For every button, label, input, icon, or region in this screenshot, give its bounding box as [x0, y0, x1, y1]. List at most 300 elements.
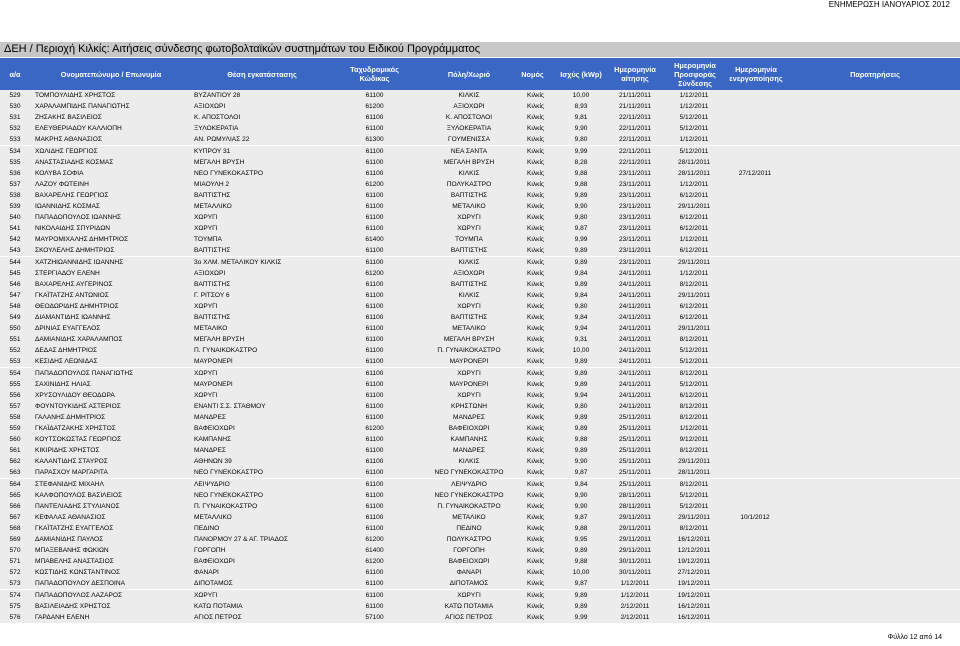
table-row [0, 523, 960, 534]
cell-nomos: Κιλκίς [527, 402, 545, 410]
cell-kwp: 9,89 [574, 280, 588, 288]
cell-kwp: 9,89 [574, 602, 588, 610]
cell-town: ΛΕΙΨΥΔΡΙΟ [451, 480, 487, 488]
cell-aa: 561 [9, 447, 21, 455]
cell-tk: 61100 [365, 114, 384, 122]
cell-nomos: Κιλκίς [527, 502, 545, 510]
cell-nomos: Κιλκίς [527, 347, 545, 355]
cell-energ [725, 90, 785, 101]
cell-sund: 29/11/2011 [677, 458, 711, 466]
cell-aa: 536 [9, 169, 21, 177]
cell-town: ΑΓΙΟΣ ΠΕΤΡΟΣ [445, 613, 493, 621]
cell-sund: 8/12/2011 [679, 524, 709, 532]
cell-pos: ΓΟΡΓΟΠΗ [194, 547, 226, 555]
cell-aa: 559 [9, 425, 21, 432]
title-bar [0, 42, 960, 57]
cell-town: ΞΥΛΟΚΕΡΑΤΙΑ [446, 125, 492, 133]
cell-name: ΙΩΑΝΝΙΔΗΣ ΚΟΣΜΑΣ [35, 203, 100, 210]
cell-aitd: 23/11/2011 [618, 236, 652, 244]
page-header: ΕΝΗΜΕΡΩΣΗ ΙΑΝΟΥΑΡΙΟΣ 2012 [828, 0, 950, 9]
cell-town: ΚΙΛΚΙΣ [458, 291, 480, 299]
cell-name: ΧΑΡΑΛΑΜΠΙΔΗΣ ΠΑΝΑΓΙΩΤΗΣ [35, 103, 130, 111]
col-header-application-date: Ημερομηνία αίτησης [614, 65, 656, 83]
cell-energ [725, 223, 785, 234]
cell-aa: 538 [9, 191, 21, 199]
cell-name: ΠΑΠΑΔΟΠΟΥΛΟΣ ΛΑΖΑΡΟΣ [35, 591, 123, 599]
cell-pos: Π. ΓΥΝΑΙΚΟΚΑΣΤΡΟ [194, 502, 258, 510]
cell-tk: 61100 [365, 92, 384, 99]
cell-energ [725, 334, 785, 345]
cell-aitd: 25/11/2011 [618, 413, 652, 421]
cell-energ [725, 390, 785, 401]
table-row [0, 567, 960, 578]
cell-kwp: 8,28 [574, 158, 588, 166]
cell-town: Κ. ΑΠΟΣΤΟΛΟΙ [445, 114, 493, 122]
cell-aa: 554 [9, 369, 21, 377]
cell-kwp: 9,99 [574, 613, 588, 621]
cell-nomos: Κιλκίς [527, 114, 545, 122]
cell-energ [725, 323, 785, 334]
cell-aitd: 24/11/2011 [618, 358, 652, 366]
cell-aitd: 25/11/2011 [618, 425, 652, 432]
cell-energ [725, 434, 785, 445]
cell-aitd: 22/11/2011 [618, 136, 652, 144]
cell-kwp: 9,88 [574, 558, 588, 566]
cell-town: ΠΟΛΥΚΑΣΤΡΟ [446, 536, 492, 543]
cell-sund: 6/12/2011 [679, 302, 709, 310]
cell-nomos: Κιλκίς [527, 169, 545, 177]
cell-nomos: Κιλκίς [527, 580, 545, 588]
cell-aa: 546 [9, 280, 21, 288]
cell-tk: 61100 [365, 347, 384, 355]
cell-name: ΘΕΟΔΩΡΙΔΗΣ ΔΗΜΗΤΡΙΟΣ [35, 302, 119, 310]
cell-kwp: 9,80 [574, 136, 588, 144]
cell-town: Π. ΓΥΝΑΙΚΟΚΑΣΤΡΟ [437, 347, 501, 355]
cell-energ [725, 146, 785, 157]
cell-tk: 61200 [365, 425, 384, 432]
cell-sund: 28/11/2011 [677, 469, 711, 477]
table-row [0, 301, 960, 312]
cell-pos: ΧΩΡΥΓΙ [194, 369, 218, 377]
cell-nomos: Κιλκίς [527, 336, 545, 344]
cell-town: ΧΩΡΥΓΙ [457, 591, 481, 599]
cell-sund: 28/11/2011 [677, 158, 711, 166]
cell-sund: 5/12/2011 [679, 125, 709, 133]
cell-pos: ΛΕΙΨΥΔΡΙΟ [194, 480, 230, 488]
table-row [0, 312, 960, 323]
cell-aitd: 24/11/2011 [618, 314, 652, 321]
cell-town: ΜΕΤΑΛΙΚΟ [452, 325, 486, 333]
page-title: ΔΕΗ / Περιοχή Κιλκίς: Αιτήσεις σύνδεσης φωτοβολταϊκών συστημάτων του Ειδικού Προγράμματος [4, 43, 481, 55]
cell-energ [725, 157, 785, 168]
cell-energ [725, 456, 785, 467]
cell-sund: 8/12/2011 [679, 369, 709, 377]
table-row [0, 456, 960, 467]
cell-tk: 61300 [365, 136, 384, 144]
cell-tk: 61100 [365, 158, 384, 166]
cell-pos: ΧΩΡΥΓΙ [194, 225, 218, 233]
table-row [0, 212, 960, 223]
cell-name: ΚΑΛΦΟΠΟΥΛΟΣ ΒΑΣΙΛΕΙΟΣ [35, 491, 123, 499]
cell-kwp: 9,89 [574, 413, 588, 421]
table-row [0, 112, 960, 123]
cell-aa: 543 [9, 247, 21, 255]
cell-name: ΒΑΧΑΡΕΛΗΣ ΑΥΓΕΡΙΝΟΣ [35, 280, 113, 288]
cell-name: ΑΝΑΣΤΑΣΙΑΔΗΣ ΚΟΣΜΑΣ [35, 158, 114, 166]
cell-name: ΣΤΕΦΑΝΙΔΗΣ ΜΙΧΑΗΛ [35, 480, 104, 488]
cell-town: ΜΑΝΔΡΕΣ [453, 447, 485, 455]
cell-kwp: 9,88 [574, 436, 588, 444]
col-header-notes: Παρατηρήσεις [850, 69, 900, 79]
cell-energ [725, 190, 785, 201]
cell-nomos: Κιλκίς [527, 413, 545, 421]
cell-kwp: 9,88 [574, 524, 588, 532]
cell-kwp: 9,84 [574, 480, 588, 488]
cell-kwp: 9,88 [574, 180, 588, 188]
cell-tk: 61100 [365, 214, 384, 222]
cell-kwp: 9,89 [574, 258, 588, 266]
cell-energ [725, 479, 785, 490]
cell-name: ΚΩΣΤΙΔΗΣ ΚΩΝΣΤΑΝΤΙΝΟΣ [35, 569, 121, 577]
cell-energ [725, 356, 785, 367]
cell-pos: ΝΕΟ ΓΥΝΕΚΟΚΑΣΤΡΟ [194, 491, 264, 499]
cell-aitd: 24/11/2011 [618, 280, 652, 288]
cell-tk: 61100 [365, 413, 384, 421]
cell-town: ΜΕΓΑΛΗ ΒΡΥΣΗ [443, 336, 495, 344]
cell-energ: 10/1/2012 [740, 513, 770, 521]
cell-tk: 61100 [365, 258, 384, 266]
cell-aitd: 22/11/2011 [618, 147, 652, 155]
cell-sund: 5/12/2011 [679, 358, 709, 366]
cell-sund: 19/12/2011 [677, 580, 711, 588]
cell-aitd: 2/12/2011 [620, 613, 650, 621]
cell-name: ΔΑΜΙΑΝΙΔΗΣ ΠΑΥΛΟΣ [35, 536, 104, 543]
cell-tk: 61100 [365, 458, 384, 466]
table-row [0, 279, 960, 290]
cell-aa: 553 [9, 358, 21, 366]
cell-town: ΓΟΡΓΟΠΗ [453, 547, 485, 555]
cell-sund: 29/11/2011 [677, 325, 711, 333]
cell-pos: ΜΑΥΡΟΝΕΡΙ [194, 380, 233, 388]
col-header-position: Θέση εγκατάστασης [227, 69, 297, 79]
cell-energ [725, 612, 785, 623]
cell-sund: 19/12/2011 [677, 591, 711, 599]
cell-aa: 566 [9, 502, 21, 510]
cell-pos: ΝΕΟ ΓΥΝΕΚΟΚΑΣΤΡΟ [194, 469, 264, 477]
cell-energ: 27/12/2011 [738, 169, 772, 177]
cell-aa: 567 [9, 513, 21, 521]
cell-aitd: 29/11/2011 [618, 547, 652, 555]
cell-aa: 552 [9, 347, 21, 355]
cell-sund: 6/12/2011 [679, 247, 709, 255]
cell-pos: ΔΙΠΟΤΑΜΟΣ [194, 580, 233, 588]
cell-kwp: 9,89 [574, 358, 588, 366]
table-row [0, 467, 960, 478]
cell-sund: 9/12/2011 [679, 436, 709, 444]
cell-name: ΚΕΦΑΛΑΣ ΑΘΑΝΑΣΙΟΣ [35, 513, 106, 521]
cell-tk: 61400 [365, 236, 384, 244]
cell-sund: 29/11/2011 [677, 258, 711, 266]
cell-pos: ΒΑΠΤΙΣΤΗΣ [194, 280, 231, 288]
table-row [0, 245, 960, 256]
cell-sund: 5/12/2011 [679, 502, 709, 510]
cell-aa: 570 [9, 547, 21, 555]
cell-tk: 61100 [365, 602, 384, 610]
cell-nomos: Κιλκίς [527, 391, 545, 399]
cell-aa: 556 [9, 391, 21, 399]
cell-town: ΒΑΠΤΙΣΤΗΣ [450, 314, 488, 321]
cell-aa: 549 [9, 314, 21, 321]
cell-pos: ΒΥΖΑΝΤΙΟΥ 28 [194, 92, 241, 99]
cell-energ [725, 578, 785, 589]
cell-aitd: 24/11/2011 [618, 269, 652, 277]
cell-aitd: 23/11/2011 [618, 180, 652, 188]
cell-kwp: 10,00 [572, 347, 590, 355]
cell-nomos: Κιλκίς [527, 547, 545, 555]
cell-aa: 572 [9, 569, 21, 577]
table-row [0, 190, 960, 201]
cell-pos: ΒΑΦΕΙΟΧΩΡΙ [194, 425, 235, 432]
cell-pos: ΧΩΡΥΓΙ [194, 302, 218, 310]
cell-name: ΓΚΑΪΤΑΤΖΗΣ ΑΝΤΩΝΙΟΣ [35, 291, 109, 299]
cell-energ [725, 101, 785, 112]
cell-tk: 61100 [365, 591, 384, 599]
table-row [0, 412, 960, 423]
table-row [0, 334, 960, 345]
cell-aa: 548 [9, 302, 21, 310]
cell-name: ΓΑΛΑΝΗΣ ΔΗΜΗΤΡΙΟΣ [35, 413, 106, 421]
cell-kwp: 9,84 [574, 314, 588, 321]
cell-aa: 550 [9, 325, 21, 333]
cell-sund: 1/12/2011 [679, 103, 709, 111]
cell-town: ΒΑΦΕΙΟΧΩΡΙ [448, 558, 490, 566]
cell-nomos: Κιλκίς [527, 214, 545, 222]
table-row [0, 201, 960, 212]
cell-kwp: 9,90 [574, 203, 588, 210]
col-header-town: Πόλη/Χωριό [447, 69, 491, 79]
cell-town: ΠΕΔΙΝΟ [456, 524, 482, 532]
cell-sund: 6/12/2011 [679, 314, 709, 321]
cell-name: ΣΑΧΙΝΙΔΗΣ ΗΛΙΑΣ [35, 380, 91, 388]
cell-nomos: Κιλκίς [527, 302, 545, 310]
cell-nomos: Κιλκίς [527, 558, 545, 566]
cell-aa: 562 [9, 458, 21, 466]
cell-name: ΣΚΟΥΛΕΛΗΣ ΔΗΜΗΤΡΙΟΣ [35, 247, 115, 255]
cell-sund: 8/12/2011 [679, 280, 709, 288]
cell-kwp: 9,90 [574, 491, 588, 499]
cell-aa: 529 [9, 92, 21, 99]
cell-tk: 57100 [365, 613, 384, 621]
table-row [0, 146, 960, 157]
cell-town: ΝΕΟ ΓΥΝΕΚΟΚΑΣΤΡΟ [434, 491, 504, 499]
cell-aitd: 30/11/2011 [618, 569, 652, 577]
cell-nomos: Κιλκίς [527, 136, 545, 144]
cell-kwp: 9,94 [574, 325, 588, 333]
cell-kwp: 9,89 [574, 369, 588, 377]
cell-kwp: 9,90 [574, 458, 588, 466]
table-row [0, 168, 960, 179]
cell-sund: 29/11/2011 [677, 513, 711, 521]
cell-aitd: 25/11/2011 [618, 436, 652, 444]
cell-sund: 1/12/2011 [679, 236, 709, 244]
cell-aa: 558 [9, 413, 21, 421]
cell-aa: 573 [9, 580, 21, 588]
col-header-connection-offer-date: Ημερομηνία Προσφοράς Σύνδεσης [674, 60, 716, 88]
cell-sund: 8/12/2011 [679, 480, 709, 488]
cell-nomos: Κιλκίς [527, 125, 545, 133]
cell-aa: 551 [9, 336, 21, 344]
cell-aitd: 29/11/2011 [618, 513, 652, 521]
table-row [0, 590, 960, 601]
cell-kwp: 10,00 [572, 92, 590, 99]
cell-nomos: Κιλκίς [527, 513, 545, 521]
cell-name: ΔΑΜΙΑΝΙΔΗΣ ΧΑΡΑΛΑΜΠΟΣ [35, 336, 123, 344]
table-row [0, 345, 960, 356]
cell-tk: 61100 [365, 191, 384, 199]
cell-sund: 19/12/2011 [677, 558, 711, 566]
table-row [0, 601, 960, 612]
cell-pos: ΑΘΗΝΩΝ 39 [194, 458, 232, 466]
cell-energ [725, 279, 785, 290]
cell-pos: ΒΑΠΤΙΣΤΗΣ [194, 247, 231, 255]
table-row [0, 157, 960, 168]
cell-name: ΠΑΝΤΕΛΙΑΔΗΣ ΣΤΥΛΙΑΝΟΣ [35, 502, 120, 510]
cell-sund: 16/12/2011 [677, 536, 711, 543]
cell-pos: ΜΑΝΔΡΕΣ [194, 447, 226, 455]
cell-sund: 29/11/2011 [677, 291, 711, 299]
cell-aitd: 22/11/2011 [618, 114, 652, 122]
cell-aitd: 21/11/2011 [618, 103, 652, 111]
cell-tk: 61100 [365, 291, 384, 299]
cell-name: ΣΤΕΡΓΙΑΔΟΥ ΕΛΕΝΗ [35, 269, 100, 277]
cell-pos: ΧΩΡΥΓΙ [194, 391, 218, 399]
cell-town: ΠΟΛΥΚΑΣΤΡΟ [446, 180, 492, 188]
cell-aitd: 29/11/2011 [618, 524, 652, 532]
cell-town: ΝΕΑ ΣΑΝΤΑ [450, 147, 488, 155]
cell-aa: 539 [9, 203, 21, 210]
cell-sund: 1/12/2011 [679, 92, 709, 99]
cell-nomos: Κιλκίς [527, 103, 545, 111]
cell-kwp: 9,31 [574, 336, 588, 344]
cell-aitd: 23/11/2011 [618, 191, 652, 199]
cell-aitd: 23/11/2011 [618, 258, 652, 266]
cell-tk: 61100 [365, 280, 384, 288]
cell-kwp: 9,81 [574, 114, 588, 122]
cell-name: ΓΑΡΔΑΝΗ ΕΛΕΝΗ [35, 613, 90, 621]
cell-aitd: 24/11/2011 [618, 380, 652, 388]
cell-nomos: Κιλκίς [527, 269, 545, 277]
cell-energ [725, 467, 785, 478]
cell-energ [725, 112, 785, 123]
cell-town: ΚΙΛΚΙΣ [458, 169, 480, 177]
cell-tk: 61100 [365, 402, 384, 410]
col-header-kwp: Ισχύς (kWp) [560, 69, 602, 79]
table-header [0, 58, 960, 90]
cell-aitd: 24/11/2011 [618, 391, 652, 399]
cell-town: ΜΑΝΔΡΕΣ [453, 413, 485, 421]
cell-aitd: 28/11/2011 [618, 502, 652, 510]
cell-tk: 61100 [365, 436, 384, 444]
cell-pos: 3ο ΧΛΜ. ΜΕΤΑΛΙΚΟΥ ΚΙΛΚΙΣ [194, 258, 282, 266]
cell-sund: 8/12/2011 [679, 413, 709, 421]
cell-kwp: 9,99 [574, 236, 588, 244]
cell-pos: Γ. ΡΙΤΣΟΥ 6 [194, 291, 230, 299]
table-row [0, 445, 960, 456]
cell-aitd: 1/12/2011 [620, 591, 650, 599]
table-row [0, 612, 960, 623]
cell-sund: 12/12/2011 [677, 547, 711, 555]
cell-town: ΧΩΡΥΓΙ [457, 225, 481, 233]
table-row [0, 434, 960, 445]
col-header-name: Ονοματεπώνυμο / Επωνυμία [60, 69, 162, 79]
table-row [0, 101, 960, 112]
table-row [0, 290, 960, 301]
cell-aa: 542 [9, 236, 21, 244]
cell-nomos: Κιλκίς [527, 524, 545, 532]
cell-aa: 547 [9, 291, 21, 299]
cell-town: ΚΑΜΠΑΝΗΣ [450, 436, 488, 444]
cell-tk: 61100 [365, 480, 384, 488]
table-row [0, 234, 960, 245]
cell-sund: 5/12/2011 [679, 380, 709, 388]
cell-town: ΒΑΠΤΙΣΤΗΣ [450, 280, 488, 288]
cell-pos: ΤΟΥΜΠΑ [194, 236, 222, 244]
cell-nomos: Κιλκίς [527, 569, 545, 577]
cell-nomos: Κιλκίς [527, 258, 545, 266]
cell-sund: 28/11/2011 [677, 169, 711, 177]
cell-tk: 61200 [365, 103, 384, 111]
cell-aitd: 24/11/2011 [618, 325, 652, 333]
cell-kwp: 9,80 [574, 302, 588, 310]
cell-nomos: Κιλκίς [527, 247, 545, 255]
cell-tk: 61100 [365, 447, 384, 455]
cell-pos: ΕΝΑΝΤΙ Σ.Σ. ΣΤΑΘΜΟΥ [194, 402, 266, 410]
cell-town: ΧΩΡΥΓΙ [457, 369, 481, 377]
cell-aitd: 23/11/2011 [618, 247, 652, 255]
cell-sund: 16/12/2011 [677, 602, 711, 610]
cell-sund: 1/12/2011 [679, 269, 709, 277]
table-row [0, 134, 960, 145]
cell-energ [725, 234, 785, 245]
cell-aitd: 24/11/2011 [618, 291, 652, 299]
cell-tk: 61100 [365, 391, 384, 399]
cell-name: ΚΟΥΤΣΟΚΩΣΤΑΣ ΓΕΩΡΓΙΟΣ [35, 436, 122, 444]
table-row [0, 423, 960, 434]
cell-pos: ΜΕΤΑΛΙΚΟ [194, 325, 228, 333]
cell-tk: 61100 [365, 469, 384, 477]
cell-nomos: Κιλκίς [527, 191, 545, 199]
cell-town: ΑΞΙΟΧΩΡΙ [453, 103, 485, 111]
cell-tk: 61100 [365, 302, 384, 310]
cell-pos: ΒΑΠΤΙΣΤΗΣ [194, 314, 231, 321]
cell-nomos: Κιλκίς [527, 425, 545, 432]
cell-aitd: 23/11/2011 [618, 203, 652, 210]
cell-kwp: 9,84 [574, 291, 588, 299]
cell-town: ΑΞΙΟΧΩΡΙ [453, 269, 485, 277]
cell-kwp: 9,99 [574, 147, 588, 155]
cell-aitd: 22/11/2011 [618, 125, 652, 133]
cell-town: ΚΙΛΚΙΣ [458, 258, 480, 266]
cell-nomos: Κιλκίς [527, 225, 545, 233]
cell-aa: 537 [9, 180, 21, 188]
cell-aitd: 24/11/2011 [618, 347, 652, 355]
cell-tk: 61100 [365, 225, 384, 233]
cell-energ [725, 368, 785, 379]
table-row [0, 401, 960, 412]
cell-energ [725, 179, 785, 190]
cell-sund: 6/12/2011 [679, 191, 709, 199]
cell-energ [725, 534, 785, 545]
